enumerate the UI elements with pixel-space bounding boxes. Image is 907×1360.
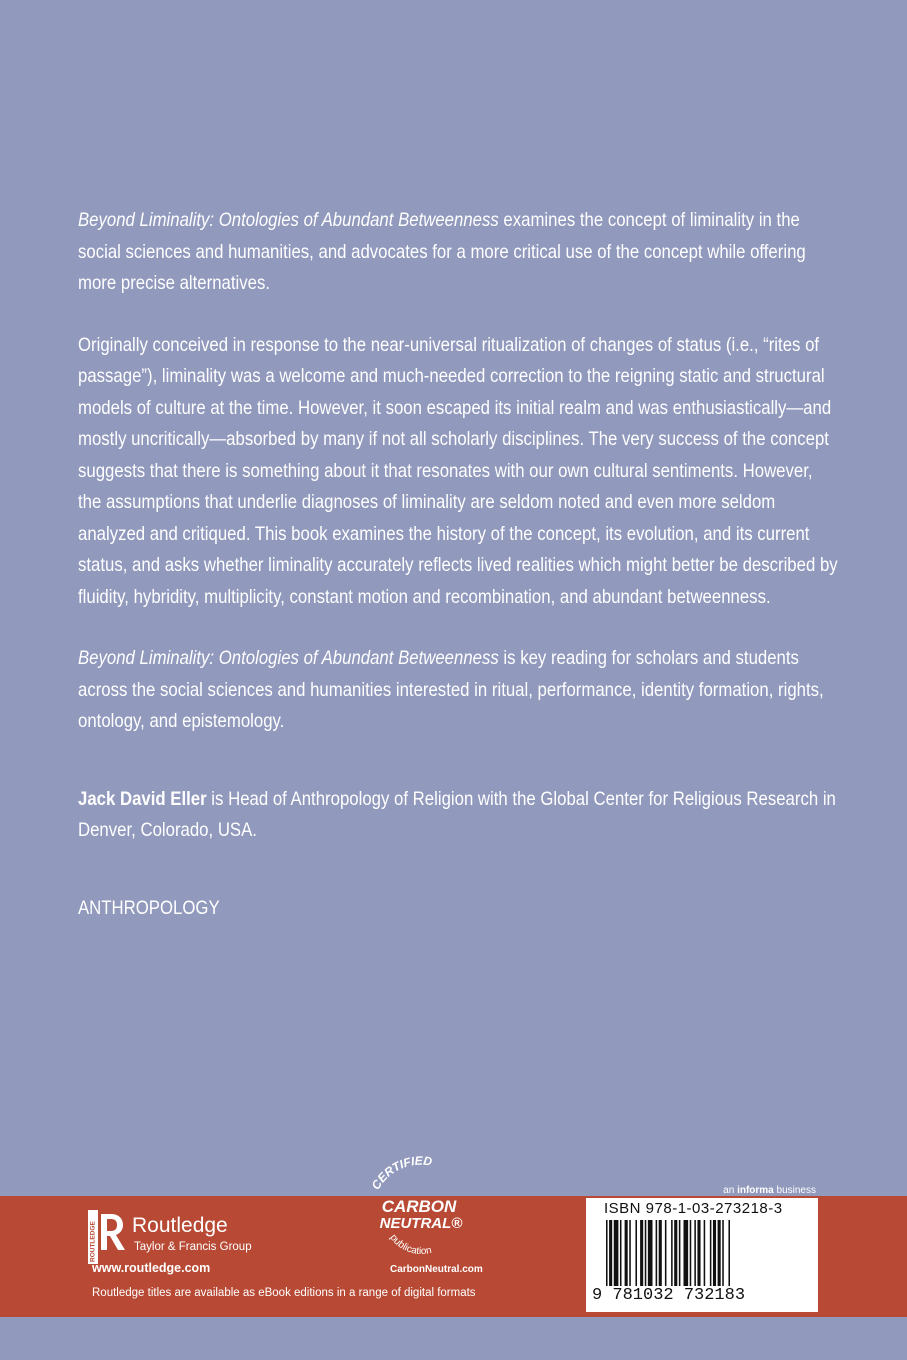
blurb-paragraph-2: Originally conceived in response to the near-universal ritualization of changes of status (i.e., “rites of passage”), liminality was a welcome and much-needed correction to the reigning static and structural models of culture at the time. However, it soon escaped its initial realm and was enthusiastically—and mostly uncritically—absorbed by many if not all scholarly disciplines. The very success of the concept suggests that there is something about it that resonates with our own cultural sentiments. However, the assumptions that underlie diagnoses of liminality are seldom noted and even more seldom analyzed and critiqued. This book examines the history of the concept, its evolution, and its current status, and asks whether liminality accurately reflects lived realities which might better be described by fluidity, hybridity, multiplicity, constant motion and recombination, and abundant betweenness. (78, 333, 838, 608)
routledge-vertical-text: ROUTLEDGE (89, 1221, 97, 1262)
publisher-group: Taylor & Francis Group (134, 1241, 252, 1253)
author-bio (78, 784, 838, 847)
publication-text: publication (387, 1232, 433, 1258)
informa-suffix: business (773, 1185, 816, 1196)
ebook-note: Routledge titles are available as eBook editions in a range of digital formats (92, 1287, 476, 1299)
book-title: Beyond Liminality: Ontologies of Abundant Betweenness (78, 647, 499, 669)
isbn-barcode-box (586, 1198, 818, 1312)
back-cover-blurb (78, 205, 838, 954)
blurb-text: is key reading for scholars and students across the social sciences and humanities interested in ritual, performance, identity formation, rights, ontology, and epistemology. (78, 647, 824, 732)
barcode-number: 9 781032 732183 (592, 1286, 746, 1305)
author-bio-text: is Head of Anthropology of Religion with the Global Center for Religious Research in Denver, Colorado, USA. (78, 787, 836, 841)
carbon-neutral-icon (345, 1150, 495, 1262)
barcode-icon (606, 1220, 806, 1286)
carbon-neutral-badge (345, 1150, 495, 1280)
publisher-name: Routledge (132, 1214, 228, 1237)
publisher-url: www.routledge.com (92, 1261, 211, 1275)
certified-text: CERTIFIED (368, 1153, 433, 1193)
book-title: Beyond Liminality: Ontologies of Abundant Betweenness (78, 209, 499, 231)
informa-prefix: an (723, 1185, 738, 1196)
informa-brand: informa (737, 1185, 774, 1196)
carbon-neutral-url: CarbonNeutral.com (390, 1264, 483, 1275)
carbon-text: CARBON (381, 1197, 457, 1216)
blurb-text: examines the concept of liminality in the social sciences and humanities, and advocates for a more critical use of the concept while offering more precise alternatives. (78, 209, 806, 294)
author-name: Jack David Eller (78, 787, 207, 810)
svg-text:CERTIFIED (369, 1154, 434, 1193)
informa-business (723, 1185, 816, 1196)
subject-category: ANTHROPOLOGY (78, 896, 220, 919)
blurb-paragraph-3 (78, 643, 838, 738)
blurb-paragraph-1 (78, 205, 838, 300)
neutral-text: NEUTRAL® (379, 1215, 463, 1232)
routledge-logo-icon (88, 1210, 128, 1264)
svg-text:publication (387, 1232, 432, 1257)
isbn-label: ISBN 978-1-03-273218-3 (604, 1200, 783, 1217)
